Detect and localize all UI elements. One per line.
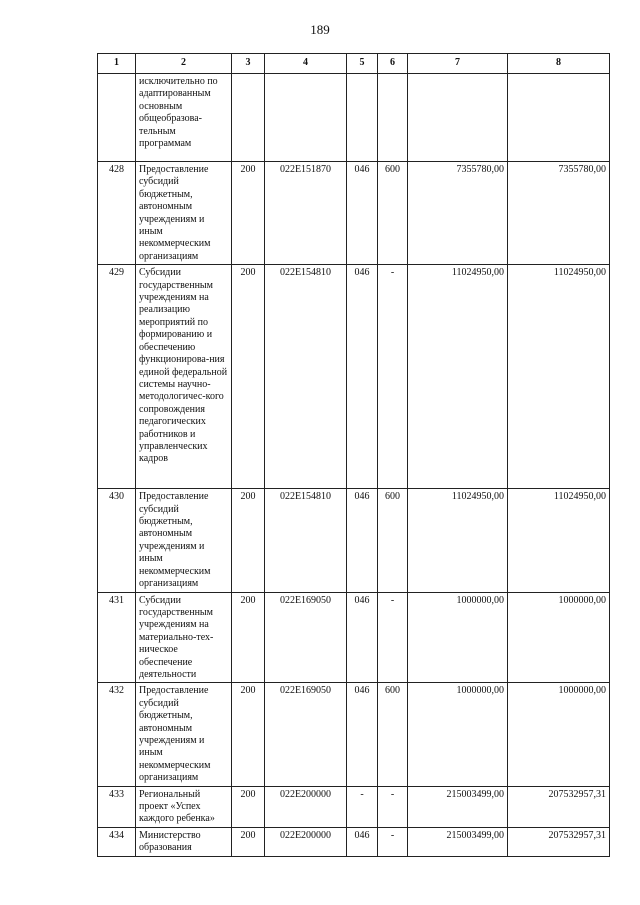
row-col5: 046 — [347, 827, 378, 856]
row-col3: 200 — [232, 489, 265, 592]
row-number — [98, 74, 136, 162]
row-col5: 046 — [347, 162, 378, 265]
row-col5: 046 — [347, 489, 378, 592]
row-amount-2: 1000000,00 — [508, 592, 610, 683]
header-cell-6: 6 — [378, 54, 408, 74]
row-col6: - — [378, 786, 408, 827]
row-name: Региональный проект «Успех каждого ребенка» — [136, 786, 232, 827]
row-col5: - — [347, 786, 378, 827]
row-col3: 200 — [232, 162, 265, 265]
row-code: 022E151870 — [265, 162, 347, 265]
row-col3: 200 — [232, 683, 265, 786]
table-row — [98, 265, 610, 489]
row-name: Предоставление субсидий бюджетным, автономным учреждениям и иным некоммерческим организациям — [136, 162, 232, 265]
row-number: 428 — [98, 162, 136, 265]
row-number: 429 — [98, 265, 136, 489]
table-row — [98, 786, 610, 827]
page-number: 189 — [310, 22, 330, 37]
table-row — [98, 827, 610, 856]
header-row — [98, 54, 610, 74]
row-amount-1: 11024950,00 — [408, 265, 508, 489]
row-col5: 046 — [347, 683, 378, 786]
row-name: Предоставление субсидий бюджетным, автономным учреждениям и иным некоммерческим организациям — [136, 489, 232, 592]
row-code: 022E169050 — [265, 683, 347, 786]
row-amount-1: 215003499,00 — [408, 827, 508, 856]
row-amount-1: 11024950,00 — [408, 489, 508, 592]
row-amount-2: 207532957,31 — [508, 786, 610, 827]
row-name: исключительно по адаптированным основным общеобразова-тельным программам — [136, 74, 232, 162]
row-col6 — [378, 74, 408, 162]
row-code: 022E200000 — [265, 786, 347, 827]
row-col5 — [347, 74, 378, 162]
row-code: 022E154810 — [265, 265, 347, 489]
header-cell-1: 1 — [98, 54, 136, 74]
row-amount-1: 1000000,00 — [408, 683, 508, 786]
row-amount-1: 7355780,00 — [408, 162, 508, 265]
row-amount-1: 1000000,00 — [408, 592, 508, 683]
header-cell-5: 5 — [347, 54, 378, 74]
row-col5: 046 — [347, 592, 378, 683]
header-cell-3: 3 — [232, 54, 265, 74]
row-number: 432 — [98, 683, 136, 786]
row-amount-2: 11024950,00 — [508, 489, 610, 592]
table-body — [98, 74, 610, 857]
table-row — [98, 683, 610, 786]
row-code: 022E169050 — [265, 592, 347, 683]
row-amount-1 — [408, 74, 508, 162]
row-amount-2: 207532957,31 — [508, 827, 610, 856]
row-number: 431 — [98, 592, 136, 683]
row-col6: - — [378, 827, 408, 856]
row-col3: 200 — [232, 592, 265, 683]
row-col5: 046 — [347, 265, 378, 489]
row-amount-1: 215003499,00 — [408, 786, 508, 827]
row-number: 430 — [98, 489, 136, 592]
row-name: Субсидии государственным учреждениям на реализацию мероприятий по формированию и обеспечению функционирова-ния единой федеральной системы научно-методологичес-кого сопровождения педагогических работников и управленческих кадров — [136, 265, 232, 489]
row-amount-2: 1000000,00 — [508, 683, 610, 786]
row-col3 — [232, 74, 265, 162]
header-cell-7: 7 — [408, 54, 508, 74]
row-name: Субсидии государственным учреждениям на материально-тех-ническое обеспечение деятельности — [136, 592, 232, 683]
row-amount-2: 7355780,00 — [508, 162, 610, 265]
row-col6: - — [378, 265, 408, 489]
row-col6: 600 — [378, 162, 408, 265]
row-code: 022E200000 — [265, 827, 347, 856]
row-code: 022E154810 — [265, 489, 347, 592]
row-col3: 200 — [232, 827, 265, 856]
row-name: Предоставление субсидий бюджетным, автономным учреждениям и иным некоммерческим организациям — [136, 683, 232, 786]
row-code — [265, 74, 347, 162]
row-col6: 600 — [378, 489, 408, 592]
row-name: Министерство образования — [136, 827, 232, 856]
table-row — [98, 592, 610, 683]
row-col6: - — [378, 592, 408, 683]
row-number: 434 — [98, 827, 136, 856]
table-row — [98, 162, 610, 265]
row-col3: 200 — [232, 265, 265, 489]
table-row — [98, 74, 610, 162]
row-amount-2 — [508, 74, 610, 162]
row-amount-2: 11024950,00 — [508, 265, 610, 489]
row-col3: 200 — [232, 786, 265, 827]
header-cell-8: 8 — [508, 54, 610, 74]
row-number: 433 — [98, 786, 136, 827]
header-cell-4: 4 — [265, 54, 347, 74]
header-cell-2: 2 — [136, 54, 232, 74]
row-col6: 600 — [378, 683, 408, 786]
table-header — [98, 54, 610, 74]
budget-table — [97, 53, 610, 857]
table-row — [98, 489, 610, 592]
